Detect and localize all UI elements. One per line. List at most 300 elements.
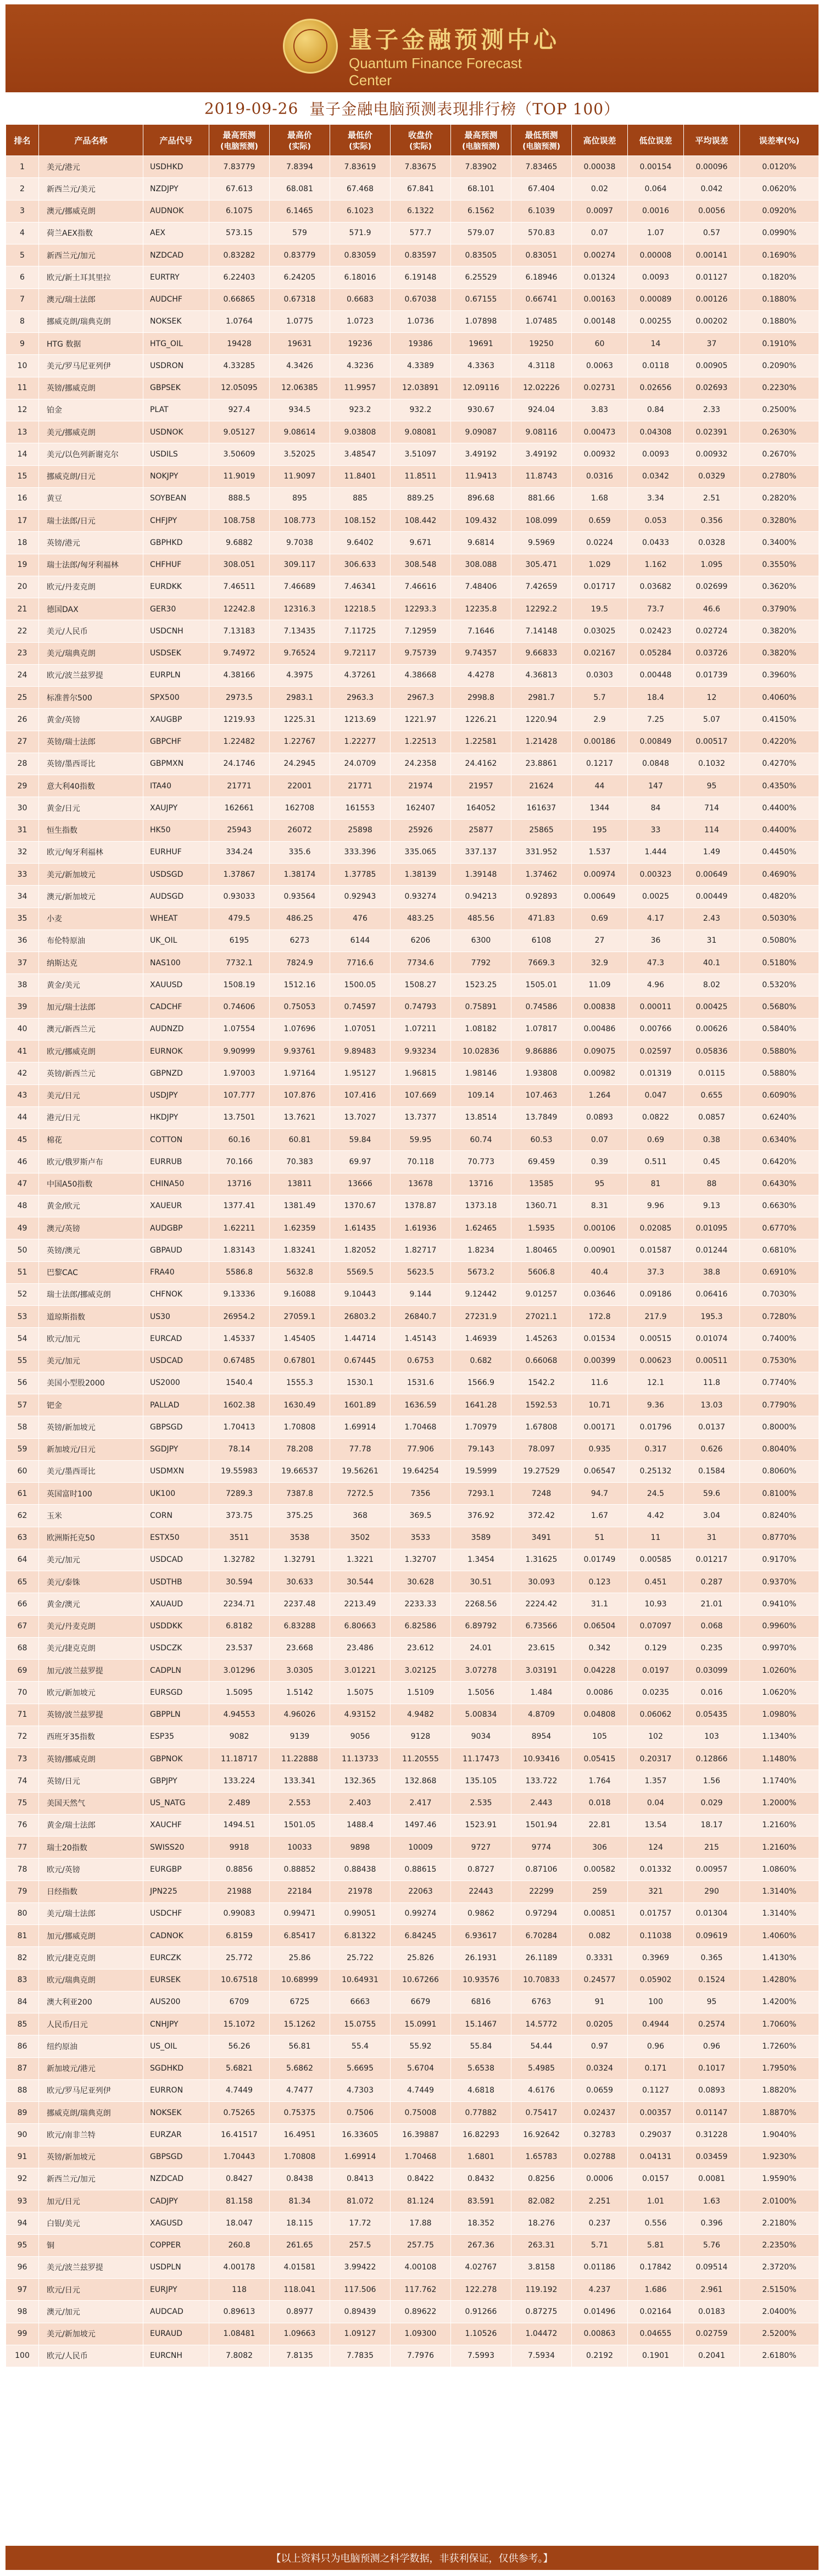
cell-pred-low: 305.471 xyxy=(511,554,572,576)
cell-act-high: 1512.16 xyxy=(270,974,330,996)
cell-err-rate: 0.8770% xyxy=(740,1527,819,1549)
cell-rank: 35 xyxy=(6,908,39,930)
cell-err-rate: 0.0990% xyxy=(740,222,819,244)
cell-rank: 60 xyxy=(6,1460,39,1482)
cell-low-err: 0.00323 xyxy=(628,864,684,886)
cell-pred-mid: 579.07 xyxy=(451,222,511,244)
cell-high-err: 0.03025 xyxy=(572,620,628,642)
cell-low-err: 100 xyxy=(628,1991,684,2013)
cell-act-high: 15.1262 xyxy=(270,2013,330,2035)
cell-pred-high: 9.90999 xyxy=(209,1041,270,1062)
cell-rank: 9 xyxy=(6,333,39,355)
cell-act-low: 5.6695 xyxy=(330,2057,391,2079)
cell-act-high: 2.553 xyxy=(270,1792,330,1814)
cell-pred-low: 6.1039 xyxy=(511,200,572,222)
cell-err-rate: 2.5150% xyxy=(740,2279,819,2301)
ranking-table xyxy=(5,124,819,2367)
cell-name: 英镑/墨西哥比 xyxy=(39,753,143,775)
cell-close: 9.93234 xyxy=(391,1041,451,1062)
cell-name: 瑞士法郎/日元 xyxy=(39,510,143,532)
cell-act-low: 12218.5 xyxy=(330,598,391,620)
cell-act-high: 6.85417 xyxy=(270,1925,330,1947)
cell-avg-err: 0.00957 xyxy=(684,1859,740,1880)
cell-pred-mid: 10.02836 xyxy=(451,1041,511,1062)
cell-low-err: 217.9 xyxy=(628,1306,684,1328)
cell-high-err: 31.1 xyxy=(572,1593,628,1615)
cell-act-high: 13811 xyxy=(270,1173,330,1195)
cell-act-high: 3.52025 xyxy=(270,443,330,465)
cell-pred-low: 19250 xyxy=(511,333,572,355)
cell-rank: 6 xyxy=(6,266,39,288)
cell-pred-high: 6.8182 xyxy=(209,1615,270,1637)
cell-err-rate: 0.9960% xyxy=(740,1615,819,1637)
cell-high-err: 11.09 xyxy=(572,974,628,996)
cell-name: 欧元/瑞典克朗 xyxy=(39,1969,143,1991)
cell-err-rate: 1.4280% xyxy=(740,1969,819,1991)
cell-name: 瑞士法郎/匈牙利福林 xyxy=(39,554,143,576)
cell-pred-low: 9774 xyxy=(511,1837,572,1859)
cell-high-err: 0.04228 xyxy=(572,1660,628,1682)
cell-pred-mid: 7792 xyxy=(451,952,511,974)
cell-err-rate: 0.3280% xyxy=(740,510,819,532)
cell-high-err: 11.6 xyxy=(572,1372,628,1394)
table-row xyxy=(6,333,819,355)
cell-pred-mid: 19.5999 xyxy=(451,1460,511,1482)
cell-pred-high: 19.55983 xyxy=(209,1460,270,1482)
cell-act-high: 3.0305 xyxy=(270,1660,330,1682)
cell-err-rate: 1.9230% xyxy=(740,2146,819,2168)
cell-err-rate: 0.2500% xyxy=(740,399,819,421)
cell-pred-mid: 30.51 xyxy=(451,1571,511,1593)
cell-pred-low: 27021.1 xyxy=(511,1306,572,1328)
header-banner xyxy=(5,4,819,92)
cell-close: 11.20555 xyxy=(391,1748,451,1770)
cell-code: SGDHKD xyxy=(143,2057,209,2079)
cell-high-err: 1.264 xyxy=(572,1084,628,1106)
cell-name: 欧洲斯托克50 xyxy=(39,1527,143,1549)
cell-act-low: 0.99051 xyxy=(330,1902,391,1924)
cell-rank: 49 xyxy=(6,1217,39,1239)
cell-avg-err: 2.961 xyxy=(684,2279,740,2301)
cell-close: 1.32707 xyxy=(391,1549,451,1571)
cell-err-rate: 1.7950% xyxy=(740,2057,819,2079)
cell-close: 13.7377 xyxy=(391,1106,451,1128)
cell-rank: 27 xyxy=(6,731,39,753)
cell-close: 1.09300 xyxy=(391,2323,451,2345)
cell-rank: 50 xyxy=(6,1239,39,1261)
cell-rank: 98 xyxy=(6,2301,39,2323)
cell-pred-high: 2.489 xyxy=(209,1792,270,1814)
cell-code: EURRUB xyxy=(143,1151,209,1173)
cell-code: GBPNZD xyxy=(143,1062,209,1084)
cell-avg-err: 3.04 xyxy=(684,1505,740,1527)
cell-code: NOKSEK xyxy=(143,2102,209,2124)
cell-high-err: 0.018 xyxy=(572,1792,628,1814)
cell-high-err: 0.00851 xyxy=(572,1902,628,1924)
cell-name: 英镑/日元 xyxy=(39,1770,143,1792)
cell-name: 德国DAX xyxy=(39,598,143,620)
cell-name: 欧元/罗马尼亚列伊 xyxy=(39,2079,143,2101)
cell-pred-mid: 0.682 xyxy=(451,1350,511,1372)
cell-close: 0.83597 xyxy=(391,244,451,266)
cell-act-low: 67.468 xyxy=(330,178,391,200)
disclaimer-text: 【以上资料只为电脑预测之科学数据，非获利保证，仅供参考。】 xyxy=(271,2553,553,2564)
cell-code: GBPSEK xyxy=(143,377,209,399)
cell-pred-low: 13585 xyxy=(511,1173,572,1195)
cell-err-rate: 0.9370% xyxy=(740,1571,819,1593)
cell-rank: 92 xyxy=(6,2168,39,2190)
cell-act-high: 2983.1 xyxy=(270,687,330,709)
cell-pred-high: 1.62211 xyxy=(209,1217,270,1239)
cell-name: 英镑/瑞士法郎 xyxy=(39,731,143,753)
cell-low-err: 0.0093 xyxy=(628,443,684,465)
cell-high-err: 0.082 xyxy=(572,1925,628,1947)
cell-close: 1.70468 xyxy=(391,1416,451,1438)
brand-name-cn: 量子金融预测中心 xyxy=(349,26,560,53)
cell-pred-high: 78.14 xyxy=(209,1438,270,1460)
cell-rank: 87 xyxy=(6,2057,39,2079)
cell-pred-mid: 1.70979 xyxy=(451,1416,511,1438)
cell-pred-low: 0.97294 xyxy=(511,1902,572,1924)
cell-low-err: 0.04308 xyxy=(628,421,684,443)
cell-name: 美元/港元 xyxy=(39,156,143,178)
cell-pred-low: 3.03191 xyxy=(511,1660,572,1682)
cell-rank: 58 xyxy=(6,1416,39,1438)
cell-name: 欧元/人民币 xyxy=(39,2345,143,2367)
cell-high-err: 19.5 xyxy=(572,598,628,620)
cell-rank: 29 xyxy=(6,775,39,797)
cell-avg-err: 18.17 xyxy=(684,1814,740,1836)
cell-act-low: 19236 xyxy=(330,333,391,355)
cell-pred-high: 7289.3 xyxy=(209,1483,270,1505)
cell-act-high: 56.81 xyxy=(270,2035,330,2057)
cell-pred-high: 5586.8 xyxy=(209,1261,270,1283)
cell-pred-mid: 7.48406 xyxy=(451,576,511,598)
cell-err-rate: 1.8870% xyxy=(740,2102,819,2124)
cell-close: 3.51097 xyxy=(391,443,451,465)
cell-pred-high: 4.7449 xyxy=(209,2079,270,2101)
cell-avg-err: 0.00517 xyxy=(684,731,740,753)
cell-high-err: 0.39 xyxy=(572,1151,628,1173)
cell-close: 0.89622 xyxy=(391,2301,451,2323)
table-row xyxy=(6,753,819,775)
cell-pred-high: 7.46511 xyxy=(209,576,270,598)
cell-name: 欧元/加元 xyxy=(39,1328,143,1350)
cell-avg-err: 38.8 xyxy=(684,1261,740,1283)
cell-err-rate: 0.5030% xyxy=(740,908,819,930)
table-row xyxy=(6,288,819,310)
cell-act-high: 9.93761 xyxy=(270,1041,330,1062)
cell-pred-high: 9.13336 xyxy=(209,1283,270,1305)
cell-high-err: 0.02788 xyxy=(572,2146,628,2168)
table-row xyxy=(6,310,819,332)
cell-pred-mid: 13716 xyxy=(451,1173,511,1195)
cell-err-rate: 0.1910% xyxy=(740,333,819,355)
cell-name: 澳元/挪威克朗 xyxy=(39,200,143,222)
cell-err-rate: 2.0400% xyxy=(740,2301,819,2323)
cell-low-err: 1.07 xyxy=(628,222,684,244)
cell-close: 4.9482 xyxy=(391,1704,451,1726)
cell-pred-low: 0.66068 xyxy=(511,1350,572,1372)
cell-err-rate: 0.5840% xyxy=(740,1018,819,1040)
table-row xyxy=(6,1195,819,1217)
cell-low-err: 0.047 xyxy=(628,1084,684,1106)
cell-code: CHFHUF xyxy=(143,554,209,576)
cell-act-high: 10033 xyxy=(270,1837,330,1859)
cell-name: 人民币/日元 xyxy=(39,2013,143,2035)
cell-high-err: 105 xyxy=(572,1726,628,1748)
cell-low-err: 124 xyxy=(628,1837,684,1859)
cell-act-low: 13666 xyxy=(330,1173,391,1195)
cell-pred-low: 881.66 xyxy=(511,487,572,509)
cell-close: 19386 xyxy=(391,333,451,355)
cell-avg-err: 12 xyxy=(684,687,740,709)
cell-code: AUDCHF xyxy=(143,288,209,310)
cell-code: EURCAD xyxy=(143,1328,209,1350)
cell-err-rate: 1.7060% xyxy=(740,2013,819,2035)
cell-err-rate: 0.4150% xyxy=(740,709,819,731)
cell-act-low: 885 xyxy=(330,487,391,509)
cell-pred-low: 263.31 xyxy=(511,2234,572,2256)
cell-err-rate: 0.3620% xyxy=(740,576,819,598)
cell-high-err: 0.0006 xyxy=(572,2168,628,2190)
cell-rank: 88 xyxy=(6,2079,39,2101)
cell-pred-mid: 1523.91 xyxy=(451,1814,511,1836)
cell-rank: 63 xyxy=(6,1527,39,1549)
cell-pred-low: 1.5935 xyxy=(511,1217,572,1239)
page-title xyxy=(5,92,819,124)
cell-pred-high: 1.0764 xyxy=(209,310,270,332)
cell-rank: 7 xyxy=(6,288,39,310)
cell-err-rate: 2.2180% xyxy=(740,2212,819,2234)
cell-pred-low: 7.83465 xyxy=(511,156,572,178)
cell-pred-high: 67.613 xyxy=(209,178,270,200)
cell-act-high: 3538 xyxy=(270,1527,330,1549)
cell-rank: 41 xyxy=(6,1041,39,1062)
cell-low-err: 0.07097 xyxy=(628,1615,684,1637)
cell-high-err: 5.71 xyxy=(572,2234,628,2256)
cell-close: 1508.27 xyxy=(391,974,451,996)
cell-act-high: 30.633 xyxy=(270,1571,330,1593)
cell-rank: 10 xyxy=(6,355,39,377)
cell-pred-high: 23.537 xyxy=(209,1637,270,1659)
cell-avg-err: 0.068 xyxy=(684,1615,740,1637)
cell-rank: 95 xyxy=(6,2234,39,2256)
cell-close: 889.25 xyxy=(391,487,451,509)
cell-pred-high: 11.18717 xyxy=(209,1748,270,1770)
cell-close: 1.22513 xyxy=(391,731,451,753)
cell-act-low: 15.0755 xyxy=(330,2013,391,2035)
table-row xyxy=(6,244,819,266)
cell-act-high: 81.34 xyxy=(270,2190,330,2212)
cell-rank: 57 xyxy=(6,1394,39,1416)
cell-pred-high: 1494.51 xyxy=(209,1814,270,1836)
cell-low-err: 0.00011 xyxy=(628,996,684,1018)
cell-close: 1221.97 xyxy=(391,709,451,731)
cell-avg-err: 0.01147 xyxy=(684,2102,740,2124)
cell-act-high: 6725 xyxy=(270,1991,330,2013)
cell-pred-mid: 0.67155 xyxy=(451,288,511,310)
cell-avg-err: 0.57 xyxy=(684,222,740,244)
cell-act-low: 21771 xyxy=(330,775,391,797)
cell-close: 162407 xyxy=(391,797,451,819)
cell-act-high: 0.67801 xyxy=(270,1350,330,1372)
table-row xyxy=(6,1129,819,1151)
cell-name: 黄金/欧元 xyxy=(39,1195,143,1217)
cell-err-rate: 0.6430% xyxy=(740,1173,819,1195)
table-row xyxy=(6,1748,819,1770)
cell-close: 77.906 xyxy=(391,1438,451,1460)
cell-low-err: 47.3 xyxy=(628,952,684,974)
table-row xyxy=(6,775,819,797)
table-row xyxy=(6,178,819,200)
cell-rank: 84 xyxy=(6,1991,39,2013)
cell-act-low: 0.74597 xyxy=(330,996,391,1018)
cell-avg-err: 0.0056 xyxy=(684,200,740,222)
cell-name: 黄金/日元 xyxy=(39,797,143,819)
table-row xyxy=(6,1306,819,1328)
cell-name: 澳元/新西兰元 xyxy=(39,1018,143,1040)
cell-act-high: 1.62359 xyxy=(270,1217,330,1239)
cell-rank: 78 xyxy=(6,1859,39,1880)
cell-pred-low: 1592.53 xyxy=(511,1394,572,1416)
cell-code: PLAT xyxy=(143,399,209,421)
cell-close: 4.7449 xyxy=(391,2079,451,2101)
cell-act-low: 55.4 xyxy=(330,2035,391,2057)
cell-code: AUDNZD xyxy=(143,1018,209,1040)
cell-name: 美元/挪威克朗 xyxy=(39,421,143,443)
header-code: 产品代号 xyxy=(143,125,209,156)
cell-err-rate: 1.2160% xyxy=(740,1837,819,1859)
cell-pred-high: 25.772 xyxy=(209,1947,270,1969)
cell-pred-high: 60.16 xyxy=(209,1129,270,1151)
cell-high-err: 27 xyxy=(572,930,628,952)
cell-pred-mid: 0.8727 xyxy=(451,1859,511,1880)
header-err-rate: 误差率(%) xyxy=(740,125,819,156)
cell-act-low: 7.7835 xyxy=(330,2345,391,2367)
cell-name: 挪威克朗/日元 xyxy=(39,465,143,487)
cell-pred-low: 1.07485 xyxy=(511,310,572,332)
cell-rank: 23 xyxy=(6,642,39,664)
cell-pred-low: 67.404 xyxy=(511,178,572,200)
cell-close: 2967.3 xyxy=(391,687,451,709)
cell-high-err: 0.2192 xyxy=(572,2345,628,2367)
cell-name: 美元/新加坡元 xyxy=(39,2323,143,2345)
cell-name: 新加坡元/日元 xyxy=(39,1438,143,1460)
cell-act-low: 9.89483 xyxy=(330,1041,391,1062)
cell-low-err: 1.686 xyxy=(628,2279,684,2301)
cell-name: 钯金 xyxy=(39,1394,143,1416)
cell-pred-high: 1.5095 xyxy=(209,1682,270,1704)
cell-pred-high: 0.75265 xyxy=(209,2102,270,2124)
cell-pred-high: 1540.4 xyxy=(209,1372,270,1394)
cell-act-low: 923.2 xyxy=(330,399,391,421)
cell-low-err: 0.00585 xyxy=(628,1549,684,1571)
cell-rank: 38 xyxy=(6,974,39,996)
table-row xyxy=(6,1261,819,1283)
cell-err-rate: 0.7280% xyxy=(740,1306,819,1328)
cell-avg-err: 290 xyxy=(684,1880,740,1902)
cell-pred-mid: 4.6818 xyxy=(451,2079,511,2101)
cell-act-low: 333.396 xyxy=(330,841,391,863)
cell-err-rate: 0.7790% xyxy=(740,1394,819,1416)
cell-act-low: 9.72117 xyxy=(330,642,391,664)
cell-name: 欧元/捷克克朗 xyxy=(39,1947,143,1969)
cell-close: 483.25 xyxy=(391,908,451,930)
cell-low-err: 0.01757 xyxy=(628,1902,684,1924)
cell-low-err: 0.3969 xyxy=(628,1947,684,1969)
cell-name: 加元/挪威克朗 xyxy=(39,1925,143,1947)
cell-pred-low: 60.53 xyxy=(511,1129,572,1151)
cell-avg-err: 0.00449 xyxy=(684,886,740,908)
cell-code: ESTX50 xyxy=(143,1527,209,1549)
cell-low-err: 3.34 xyxy=(628,487,684,509)
cell-pred-high: 118 xyxy=(209,2279,270,2301)
cell-high-err: 0.01534 xyxy=(572,1328,628,1350)
cell-low-err: 0.96 xyxy=(628,2035,684,2057)
cell-high-err: 1.764 xyxy=(572,1770,628,1792)
cell-code: ESP35 xyxy=(143,1726,209,1748)
table-row xyxy=(6,620,819,642)
cell-pred-high: 1.32782 xyxy=(209,1549,270,1571)
cell-pred-mid: 135.105 xyxy=(451,1770,511,1792)
cell-act-high: 13.7621 xyxy=(270,1106,330,1128)
cell-act-low: 9.6402 xyxy=(330,532,391,554)
cell-low-err: 102 xyxy=(628,1726,684,1748)
cell-rank: 1 xyxy=(6,156,39,178)
cell-high-err: 0.0324 xyxy=(572,2057,628,2079)
cell-close: 9.671 xyxy=(391,532,451,554)
cell-err-rate: 0.8000% xyxy=(740,1416,819,1438)
cell-pred-high: 6.1075 xyxy=(209,200,270,222)
cell-pred-mid: 0.83505 xyxy=(451,244,511,266)
cell-pred-high: 0.66865 xyxy=(209,288,270,310)
cell-avg-err: 0.0328 xyxy=(684,532,740,554)
cell-err-rate: 1.8820% xyxy=(740,2079,819,2101)
cell-act-low: 10.64931 xyxy=(330,1969,391,1991)
cell-err-rate: 0.2780% xyxy=(740,465,819,487)
cell-pred-mid: 164052 xyxy=(451,797,511,819)
cell-name: 英国富时100 xyxy=(39,1483,143,1505)
cell-act-high: 1.07696 xyxy=(270,1018,330,1040)
cell-low-err: 147 xyxy=(628,775,684,797)
cell-avg-err: 103 xyxy=(684,1726,740,1748)
cell-close: 7.12959 xyxy=(391,620,451,642)
cell-avg-err: 37 xyxy=(684,333,740,355)
table-row xyxy=(6,2102,819,2124)
cell-err-rate: 2.2350% xyxy=(740,2234,819,2256)
cell-err-rate: 0.0920% xyxy=(740,200,819,222)
cell-act-high: 24.2945 xyxy=(270,753,330,775)
cell-avg-err: 0.1584 xyxy=(684,1460,740,1482)
cell-code: SPX500 xyxy=(143,687,209,709)
cell-low-err: 81 xyxy=(628,1173,684,1195)
cell-code: USDCAD xyxy=(143,1350,209,1372)
cell-pred-mid: 9.6814 xyxy=(451,532,511,554)
cell-err-rate: 0.4400% xyxy=(740,819,819,841)
cell-code: USDILS xyxy=(143,443,209,465)
cell-err-rate: 1.1480% xyxy=(740,1748,819,1770)
cell-code: EURAUD xyxy=(143,2323,209,2345)
cell-code: GBPSGD xyxy=(143,2146,209,2168)
cell-rank: 70 xyxy=(6,1682,39,1704)
cell-err-rate: 2.5200% xyxy=(740,2323,819,2345)
table-header-row xyxy=(6,125,819,156)
cell-high-err: 1.67 xyxy=(572,1505,628,1527)
header-act-low: 最低价 (实际) xyxy=(330,125,391,156)
cell-act-high: 1.0775 xyxy=(270,310,330,332)
cell-pred-low: 18.276 xyxy=(511,2212,572,2234)
